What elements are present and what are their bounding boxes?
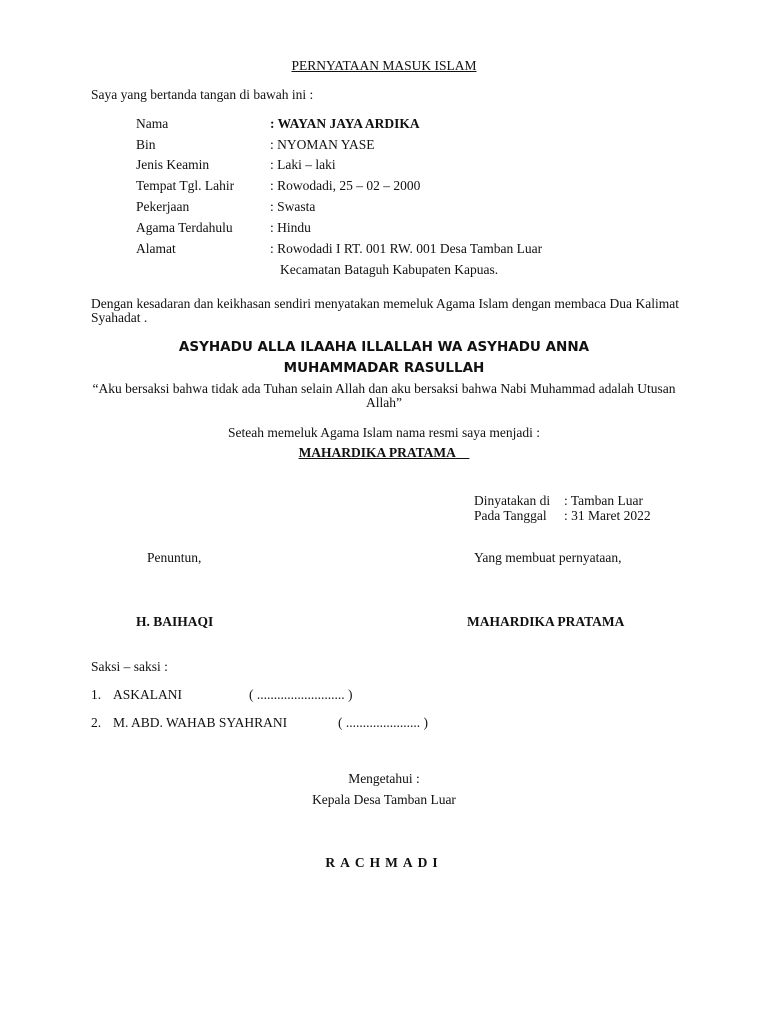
date-value: : 31 Maret 2022 [564,508,651,523]
witness-2-signature: ( ...................... ) [338,715,428,730]
date-label: Pada Tanggal [474,508,547,523]
place-label: Dinyatakan di [474,493,551,508]
place-value: : Tamban Luar [564,493,644,508]
witness-1-name: ASKALANI [113,687,182,702]
guide-label: Penuntun, [147,550,202,565]
field-value-birth: : Rowodadi, 25 – 02 – 2000 [270,178,421,193]
field-value-gender: : Laki – laki [270,157,336,172]
acknowledged-label: Mengetahui : [348,771,420,786]
new-name-text: MAHARDIKA PRATAMA [298,445,456,460]
field-value-occupation: : Swasta [270,199,316,214]
declarant-label: Yang membuat pernyataan, [474,550,622,565]
document-title: PERNYATAAN MASUK ISLAM [291,58,477,73]
field-label-bin: Bin [136,137,156,152]
village-head-name: RACHMADI [325,855,443,870]
field-value-nama: : WAYAN JAYA ARDIKA [270,116,420,131]
field-value-prev-religion: : Hindu [270,220,311,235]
field-label-gender: Jenis Keamin [136,157,210,172]
field-label-nama: Nama [136,116,169,131]
witness-2-name: M. ABD. WAHAB SYAHRANI [113,715,288,730]
field-label-birth: Tempat Tgl. Lahir [136,178,235,193]
intro-text: Saya yang bertanda tangan di bawah ini : [91,87,314,102]
field-value-bin: : NYOMAN YASE [270,137,375,152]
witness-1-number: 1. [91,687,102,702]
field-label-prev-religion: Agama Terdahulu [136,220,233,235]
guide-name: H. BAIHAQI [136,614,214,629]
statement-paragraph: Dengan kesadaran dan keikhasan sendiri menyatakan memeluk Agama Islam dengan membaca Dua Kalimat Syahadat . [91,296,679,325]
shahada-translation: “Aku bersaksi bahwa tidak ada Tuhan selain Allah dan aku bersaksi bahwa Nabi Muhammad adalah Utusan Allah” [92,381,676,410]
field-label-occupation: Pekerjaan [136,199,190,214]
witness-header: Saksi – saksi : [91,659,168,674]
field-value-address: : Rowodadi I RT. 001 RW. 001 Desa Tamban Luar [270,241,543,256]
witness-1-signature: ( .......................... ) [249,687,353,702]
new-name [0,445,768,461]
witness-2-number: 2. [91,715,102,730]
shahada-line-1: ASYHADU ALLA ILAAHA ILLALLAH WA ASYHADU ANNA [178,339,590,355]
field-label-address: Alamat [136,241,176,256]
declarant-name: MAHARDIKA PRATAMA [467,614,625,629]
shahada-line-2: MUHAMMADAR RASULLAH [283,360,485,376]
field-value-address-line2: Kecamatan Bataguh Kabupaten Kapuas. [280,262,499,277]
village-head-title: Kepala Desa Tamban Luar [312,792,456,807]
new-name-intro: Seteah memeluk Agama Islam nama resmi saya menjadi : [228,425,540,440]
